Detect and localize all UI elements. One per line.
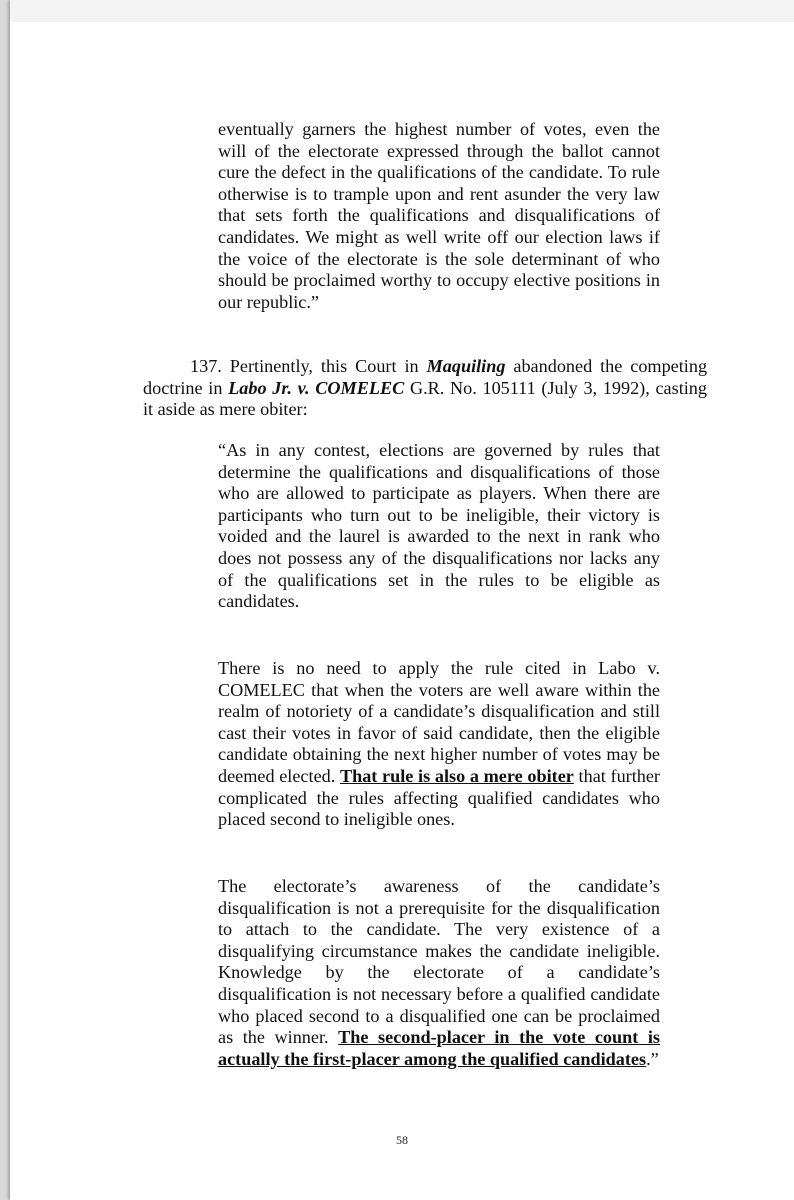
paragraph-text: Pertinently, this Court in <box>229 356 419 376</box>
quote-paragraph-1: “As in any contest, elections are governed by rules that determine the qualifications and disqualifications of those who are allowed to participate as players. When there are participants who turn out to be ineligible, their victory is voided and the laurel is awarded to the next in rank who does not possess any of the disqualifications nor lacks any of the qualifications set in the rules to be eligible as candidates. <box>218 440 660 612</box>
document-page <box>10 0 794 1200</box>
paragraph-text: G.R. No. 105111 (July 3, 1992), casting it aside as mere obiter: <box>143 377 707 420</box>
quote-continuation: eventually garners the highest number of votes, even the will of the electorate expressed through the ballot cannot cure the defect in the qualifications of the candidate. To rule otherwise is to trample upon and rent asunder the very law that sets forth the qualifications and disqualifications of candidates. We might as well write off our election laws if the voice of the electorate is the sole determinant of who should be proclaimed worthy to occupy elective positions in our republic.” <box>218 119 660 312</box>
paragraph-number: 137. <box>190 356 222 376</box>
quote-text: There is no need to apply the rule cited in Labo v. COMELEC that when the voters are well aware within the realm of notoriety of a candidate’s disqualification and still cast their votes in favor of said candidate, then the eligible candidate obtaining the next higher number of votes may be deemed elected. <box>218 658 660 786</box>
quote-text: that further complicated the rules affecting qualified candidates who placed second to ineligible ones. <box>218 765 660 830</box>
quote-closing: .” <box>646 1048 659 1069</box>
emphasized-text: The second-placer in the vote count is actually the first-placer among the qualified candidates <box>218 1027 660 1069</box>
page-top-band <box>10 0 794 22</box>
emphasized-text: That rule is also a mere obiter <box>339 765 574 786</box>
page-number: 58 <box>396 1133 408 1147</box>
paragraph-137 <box>143 356 707 421</box>
paragraph-text: abandoned the competing doctrine in <box>143 356 708 398</box>
quote-paragraph-2 <box>218 658 660 831</box>
quote-text: The electorate’s awareness of the candidate’s disqualification is not a prerequisite for the disqualification to attach to the candidate. The very existence of a disqualifying circumstance makes the candidate ineligible. Knowledge by the electorate of a candidate’s disqualification is not necessary before a qualified candidate who placed second to a disqualified one can be proclaimed as the winner. <box>218 876 660 1048</box>
case-name-maquiling: Maquiling <box>426 356 506 376</box>
case-name-labo: Labo Jr. v. COMELEC <box>228 377 405 398</box>
quote-paragraph-3 <box>218 876 660 1070</box>
